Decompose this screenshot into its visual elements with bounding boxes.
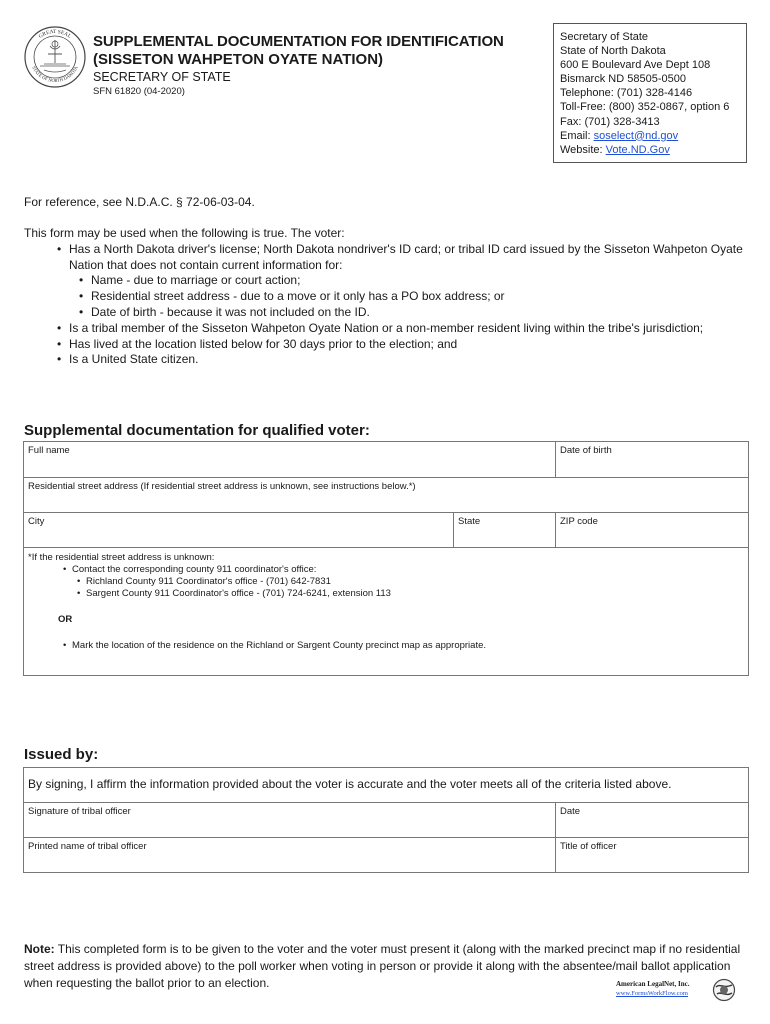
date-field[interactable] xyxy=(556,803,749,838)
svg-text:GREAT SEAL: GREAT SEAL xyxy=(37,28,73,40)
issuer-table xyxy=(23,767,749,873)
footer-url: www.FormsWorkFlow.com xyxy=(616,990,688,997)
list-item: • Is a United State citizen. xyxy=(69,352,749,368)
field-label: Title of officer xyxy=(560,841,617,852)
list-item: • Mark the location of the residence on the Richland or Sargent County precinct map as appropriate. xyxy=(72,640,744,652)
voter-info-table xyxy=(23,441,749,676)
field-label: Date of birth xyxy=(560,445,612,456)
list-item: • Date of birth - because it was not included on the ID. xyxy=(91,305,749,321)
criteria-lead: This form may be used when the following is true. The voter: xyxy=(24,226,345,240)
full-name-field[interactable] xyxy=(24,442,556,478)
field-label: Residential street address (If residential street address is unknown, see instructions below.*) xyxy=(28,481,416,492)
contact-box xyxy=(553,23,747,163)
email-label: Email: xyxy=(560,129,594,142)
coordinator-list xyxy=(72,576,744,600)
criteria-sublist xyxy=(69,273,749,320)
criteria-text: Has a North Dakota driver's license; North Dakota nondriver's ID card; or tribal ID card issued by the Sisseton Wahpeton Oyate Nation that does not contain current information for: xyxy=(69,241,743,272)
svg-text:STATE OF NORTH DAKOTA: STATE OF NORTH DAKOTA xyxy=(31,65,79,84)
contact-telephone: Telephone: (701) 328-4146 xyxy=(560,87,693,100)
list-item: • Richland County 911 Coordinator's office - (701) 642-7831 xyxy=(86,576,744,588)
list-item: • Sargent County 911 Coordinator's office - (701) 724-6241, extension 113 xyxy=(86,588,744,600)
field-label: ZIP code xyxy=(560,516,598,527)
signature-field[interactable] xyxy=(24,803,556,838)
footer-company: American LegalNet, Inc. xyxy=(616,980,690,988)
zip-code-field[interactable] xyxy=(556,513,749,548)
globe-icon xyxy=(712,977,736,1003)
field-label: Date xyxy=(560,806,581,817)
criteria-list xyxy=(24,242,749,368)
contact-email-row xyxy=(560,129,740,143)
note-label: Note: xyxy=(24,942,55,956)
field-label: Printed name of tribal officer xyxy=(28,841,147,852)
contact-line: Secretary of State xyxy=(560,31,649,43)
instructions-list xyxy=(28,564,744,600)
or-separator: OR xyxy=(58,614,73,625)
note-text: This completed form is to be given to the voter and the voter must present it (along with the marked precinct map if no residential street address is provided above) to the poll worker when voting in person or provide it along with the absentee/mail ballot application when requesting the ballot prior to an election. xyxy=(24,942,741,990)
eligibility-criteria xyxy=(24,226,749,368)
date-of-birth-field[interactable] xyxy=(556,442,749,478)
title-of-officer-field[interactable] xyxy=(556,838,749,873)
reference-text: For reference, see N.D.A.C. § 72-06-03-04. xyxy=(24,195,255,209)
contact-city: Bismarck ND 58505-0500 xyxy=(560,73,686,86)
instruction-text: Contact the corresponding county 911 coordinator's office: xyxy=(72,564,317,575)
unknown-address-instructions xyxy=(24,548,749,676)
list-item: • Is a tribal member of the Sisseton Wahpeton Oyate Nation or a non-member resident living within the tribe's jurisdiction; xyxy=(69,321,749,337)
map-option-list xyxy=(28,640,744,652)
field-label: City xyxy=(28,516,45,527)
form-title-line2: (SISSETON WAHPETON OYATE NATION) xyxy=(93,51,384,68)
state-field[interactable] xyxy=(454,513,556,548)
printed-name-field[interactable] xyxy=(24,838,556,873)
list-item: • Name - due to marriage or court action; xyxy=(91,273,749,289)
list-item: • Has lived at the location listed below for 30 days prior to the election; and xyxy=(69,337,749,353)
contact-line: State of North Dakota xyxy=(560,45,666,58)
list-item: • Residential street address - due to a move or it only has a PO box address; or xyxy=(91,289,749,305)
affirmation-text: By signing, I affirm the information provided about the voter is accurate and the voter meets all of the criteria listed above. xyxy=(28,777,672,791)
website-link[interactable]: Vote.ND.Gov xyxy=(605,143,670,156)
state-seal-logo xyxy=(24,26,86,88)
contact-fax: Fax: (701) 328-3413 xyxy=(560,115,660,128)
list-item xyxy=(69,242,749,321)
website-label: Website: xyxy=(560,143,606,156)
issued-by-heading: Issued by: xyxy=(24,746,99,763)
contact-address: 600 E Boulevard Ave Dept 108 xyxy=(560,59,711,72)
field-label: Full name xyxy=(28,445,70,456)
footer-logo[interactable] xyxy=(612,977,736,1003)
city-field[interactable] xyxy=(24,513,454,548)
instructions-heading: *If the residential street address is unknown: xyxy=(28,552,215,563)
form-title-line1: SUPPLEMENTAL DOCUMENTATION FOR IDENTIFICATION xyxy=(93,33,504,50)
field-label: Signature of tribal officer xyxy=(28,806,131,817)
email-link[interactable]: soselect@nd.gov xyxy=(593,129,679,142)
affirmation-statement xyxy=(24,768,749,803)
field-label: State xyxy=(458,516,481,527)
form-number: SFN 61820 (04-2020) xyxy=(93,86,185,97)
street-address-field[interactable] xyxy=(24,478,749,513)
contact-website-row xyxy=(560,143,740,157)
office-name: SECRETARY OF STATE xyxy=(93,70,231,84)
list-item xyxy=(72,564,744,600)
voter-section-heading: Supplemental documentation for qualified voter: xyxy=(24,422,370,439)
contact-toll-free: Toll-Free: (800) 352-0867, option 6 xyxy=(560,101,730,114)
